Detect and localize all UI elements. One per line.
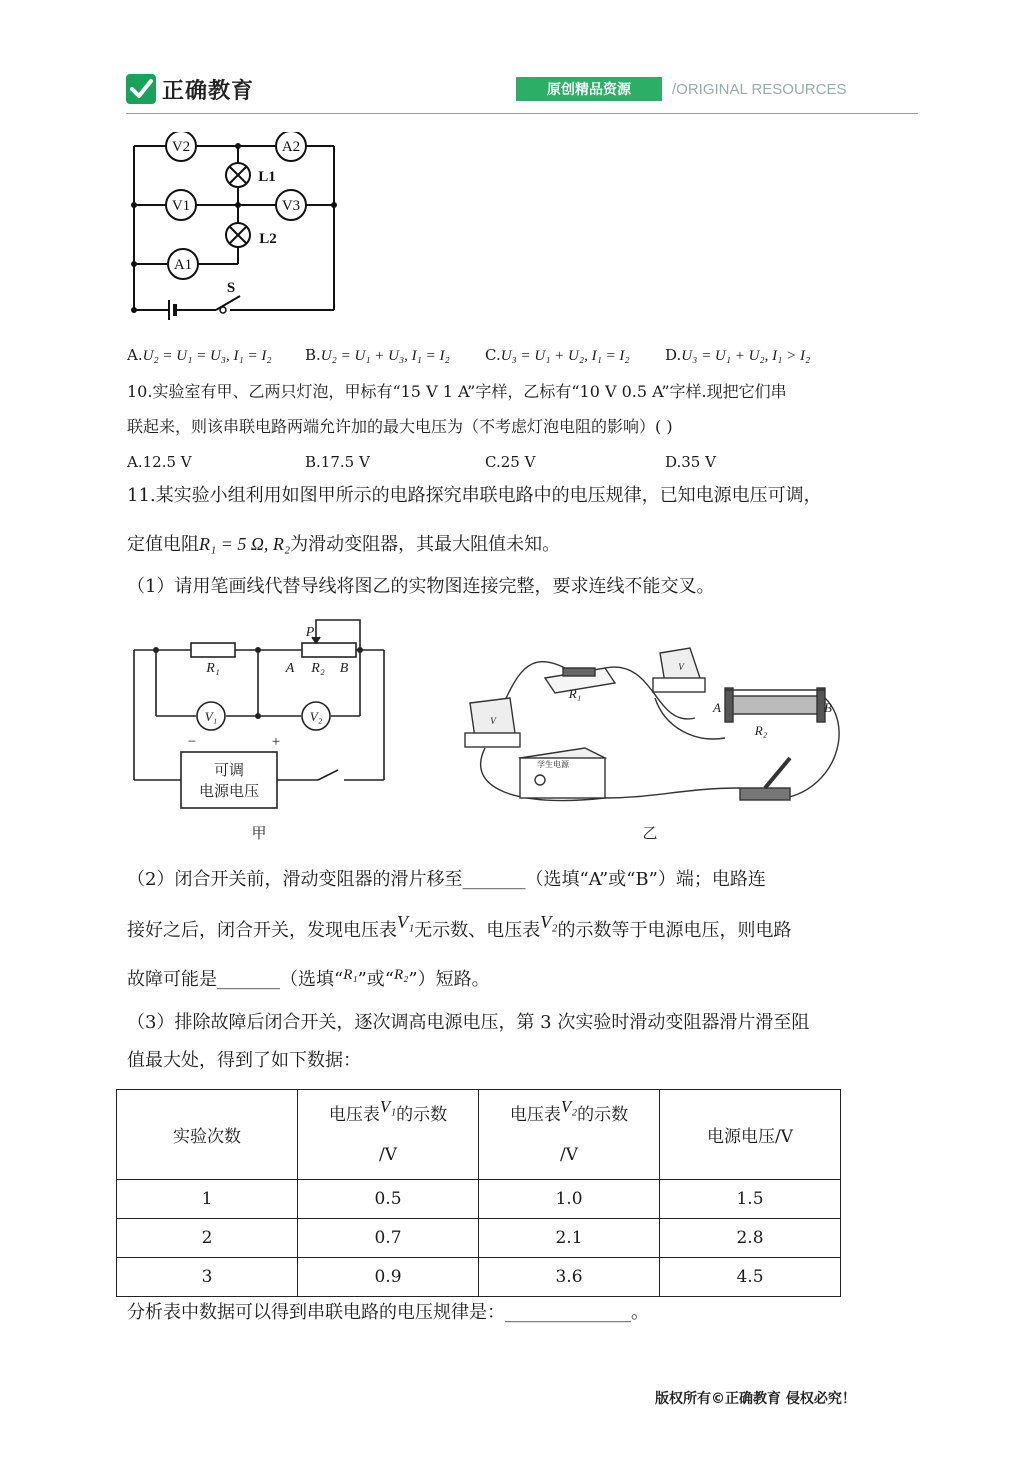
q11-part2-line1: （2）闭合开关前，滑动变阻器的滑片移至_______（选填“A”或“B”）端；电路连 [127, 869, 766, 890]
q10-line1: 10.实验室有甲、乙两只灯泡，甲标有“15 V 1 A”字样，乙标有“10 V 0.5 A”字样.现把它们串 [127, 382, 787, 401]
cell: 0.7 [298, 1219, 479, 1258]
logo [126, 72, 254, 106]
banner-en: /ORIGINAL RESOURCES [672, 80, 847, 98]
jia-label-plus: + [271, 734, 281, 750]
q11-part3-line1: （3）排除故障后闭合开关，逐次调高电源电压，第 3 次实验时滑动变阻器滑片滑至阻 [127, 1012, 810, 1033]
label-l1: L1 [258, 169, 276, 185]
data-table [116, 1089, 841, 1297]
cell: 3 [117, 1258, 298, 1297]
q11-line2: 定值电阻R₁ = 5 Ω, R₂为滑动变阻器，其最大阻值未知。 [127, 534, 561, 555]
jia-label-minus: − [187, 734, 197, 750]
q9-option-c: C.U₃ = U₁ + U₂, I₁ = I₂ [485, 346, 630, 364]
label-s: S [226, 280, 236, 296]
cell: 0.9 [298, 1258, 479, 1297]
q10-option-b: B.17.5 V [305, 453, 370, 471]
cell: 2.1 [479, 1219, 660, 1258]
yi-meter-left: V [490, 716, 496, 726]
header-v2: 电压表V₂的示数 /V [479, 1090, 660, 1180]
yi-label-b: B [824, 700, 832, 715]
cell: 0.5 [298, 1180, 479, 1219]
footer-copyright: 版权所有©正确教育 侵权必究！ [655, 1391, 856, 1407]
header-v1: 电压表V₁的示数 /V [298, 1090, 479, 1180]
q11-conclusion: 分析表中数据可以得到串联电路的电压规律是：______________。 [127, 1302, 649, 1323]
yi-label-r1: R₁ [568, 686, 582, 701]
q11-line1: 11.某实验小组利用如图甲所示的电路探究串联电路中的电压规律，已知电源电压可调， [127, 485, 822, 506]
yi-label-a: A [713, 700, 721, 715]
table-row [117, 1219, 841, 1258]
jia-caption: 甲 [251, 826, 267, 842]
jia-label-a: A [285, 661, 295, 676]
q10-line2: 联起来，则该串联电路两端允许加的最大电压为（不考虑灯泡电阻的影响）( ) [127, 417, 673, 436]
label-a2: A2 [281, 139, 301, 155]
label-v3: V3 [281, 198, 301, 214]
cell: 1 [117, 1180, 298, 1219]
banner-cn: 原创精品资源 [516, 77, 662, 101]
yi-caption: 乙 [642, 826, 658, 842]
yi-label-r2: R₂ [754, 723, 768, 738]
q11-part2-line3: 故障可能是_______（选填“$^{R_1}$”或“$^{R_2}$”）短路。 [127, 967, 490, 990]
jia-label-v1: V₁ [204, 709, 218, 724]
header-divider [126, 113, 918, 114]
yi-meter-top: V [678, 662, 684, 672]
header-banner [516, 77, 847, 101]
figure-yi-apparatus [455, 638, 865, 843]
cell: 4.5 [660, 1258, 841, 1297]
label-l2: L2 [259, 231, 277, 247]
checkmark-icon [126, 74, 156, 104]
jia-source-line2: 电源电压 [198, 784, 260, 800]
jia-label-v2: V₂ [309, 709, 323, 724]
q9-option-a: A.U₂ = U₁ = U₃, I₁ = I₂ [127, 346, 272, 364]
cell: 3.6 [479, 1258, 660, 1297]
table-header-row [117, 1090, 841, 1180]
label-v1: V1 [171, 198, 191, 214]
q10-option-a: A.12.5 V [127, 453, 192, 471]
cell: 2.8 [660, 1219, 841, 1258]
q9-circuit-diagram [126, 132, 346, 328]
logo-text: 正确教育 [162, 78, 255, 104]
cell: 1.0 [479, 1180, 660, 1219]
header-trial: 实验次数 [117, 1090, 298, 1180]
q11-part3-line2: 值最大处，得到了如下数据： [127, 1050, 361, 1071]
label-v2: V2 [171, 139, 191, 155]
header-source: 电源电压/V [660, 1090, 841, 1180]
q9-option-b: B.U₂ = U₁ + U₃, I₁ = I₂ [305, 346, 450, 364]
jia-label-r1: R₁ [206, 661, 220, 676]
jia-label-r2: R₂ [311, 661, 325, 676]
jia-label-b: B [339, 661, 349, 676]
q11-part2-line2: 接好之后，闭合开关，发现电压表V₁无示数、电压表V₂的示数等于电源电压，则电路 [127, 912, 792, 941]
figure-jia-schematic [126, 612, 396, 847]
cell: 2 [117, 1219, 298, 1258]
jia-source-line1: 可调 [213, 763, 245, 779]
q9-option-d: D.U₃ = U₁ + U₂, I₁ > I₂ [665, 346, 811, 364]
label-a1: A1 [173, 257, 193, 273]
q10-option-d: D.35 V [665, 453, 716, 471]
q10-option-c: C.25 V [485, 453, 536, 471]
q11-part1: （1）请用笔画线代替导线将图乙的实物图连接完整，要求连线不能交叉。 [127, 576, 715, 597]
yi-box-label: 学生电源 [537, 760, 569, 769]
table-row [117, 1180, 841, 1219]
cell: 1.5 [660, 1180, 841, 1219]
jia-label-p: P [305, 625, 315, 640]
table-row [117, 1258, 841, 1297]
